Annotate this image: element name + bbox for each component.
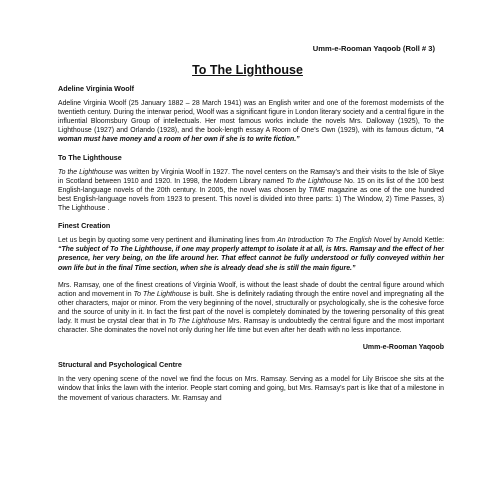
novel-text-b: No. 15 on its list of the 100 best English-language novels of the 20th century. In 2005, the novel was chosen by: [58, 177, 444, 194]
signature: Umm-e-Rooman Yaqoob: [362, 344, 444, 352]
section-heading-creation: Finest Creation: [58, 221, 111, 231]
author-roll: Umm-e-Rooman Yaqoob (Roll # 3): [312, 44, 435, 53]
novel-title-ref-2: To the Lighthouse: [286, 177, 342, 185]
book-title-ref: An Introduction To The English Novel: [277, 237, 392, 245]
section-heading-novel: To The Lighthouse: [58, 152, 122, 162]
novel-text-a: was written by Virginia Woolf in 1927. The novel centers on the Ramsay’s and their visits to the Isle of Skye in Scotland between 1910 and 1920. In 1998, the Modern Library named: [58, 168, 444, 185]
creation2-text-c: Mrs. Ramsay is undoubtedly the central figure and the most important character. She dominates the novel not only during her life time but even after her death with no less importance.: [58, 317, 445, 335]
creation-paragraph-1: [58, 236, 444, 272]
creation2-text-a: Mrs. Ramsay, one of the finest creations of Virginia Woolf, is without the least shade of doubt the central figure around which action and movement in: [58, 281, 444, 298]
structural-paragraph: In the very opening scene of the novel we find the focus on Mrs. Ramsay. Serving as a model for Lily Briscoe she sits at the window that links the lawn with the interior. People start coming and going, but Mrs. Ramsay’s part is like that of a milestone in the movement of various characters. Mr. Ramsay and: [58, 376, 444, 402]
time-magazine: TIME: [308, 186, 326, 194]
bio-text: Adeline Virginia Woolf (25 January 1882 – 28 March 1941) was an English writer and one of the foremost modernists of the twentieth century. During the interwar period, Woolf was a significant figure in London literary society and a central figure in the influential Bloomsbury Group of intellectuals. Her most famous works include the novels Mrs. Dalloway (1925), To the Lighthouse (1927) and Orlando (1928), and the book-length essay A Room of One’s Own (1929), with its famous dictum,: [58, 100, 444, 135]
creation-text-b: by Arnold Kettle:: [391, 237, 444, 245]
creation-paragraph-2: [58, 281, 444, 336]
page-title: To The Lighthouse: [192, 63, 303, 77]
novel-paragraph: [58, 168, 444, 213]
document-body: [58, 84, 444, 411]
creation2-title-ref-2: To The Lighthouse: [168, 317, 226, 325]
section-heading-structural: Structural and Psychological Centre: [58, 360, 182, 370]
bio-quote: “A woman must have money and a room of her own if she is to write fiction.”: [58, 127, 444, 144]
creation2-title-ref: To The Lighthouse: [133, 290, 191, 298]
creation2-text-b: is built. She is definitely radiating through the entire novel and impregnating all the other characters, major or minor. From the very beginning of the novel, structurally or psychologically, she is the cohesive force and the source of unity in it. In fact the first part of the novel is completely dominated by the towering personality of this great lady. It must be crystal clear that in: [58, 290, 444, 325]
novel-title-ref: To the Lighthouse: [58, 168, 113, 176]
bio-paragraph: [58, 99, 444, 144]
kettle-quote: “The subject of To The Lighthouse, if one may properly attempt to isolate it at all, is Mrs. Ramsay and the effect of her presence, her very being, on the life around her. That effect cannot be fully understood or fully conveyed within her own life but in the final Time section, when she is already dead she is still the main figure.”: [58, 246, 444, 272]
section-heading-bio: Adeline Virginia Woolf: [58, 84, 135, 93]
novel-text-c: magazine as one of the one hundred best English-language novels from 1923 to present. This novel is divided into three parts: 1) The Window, 2) Time Passes, 3) The Lighthouse .: [58, 186, 444, 213]
creation-text-a: Let us begin by quoting some very pertinent and illuminating lines from: [58, 237, 278, 245]
